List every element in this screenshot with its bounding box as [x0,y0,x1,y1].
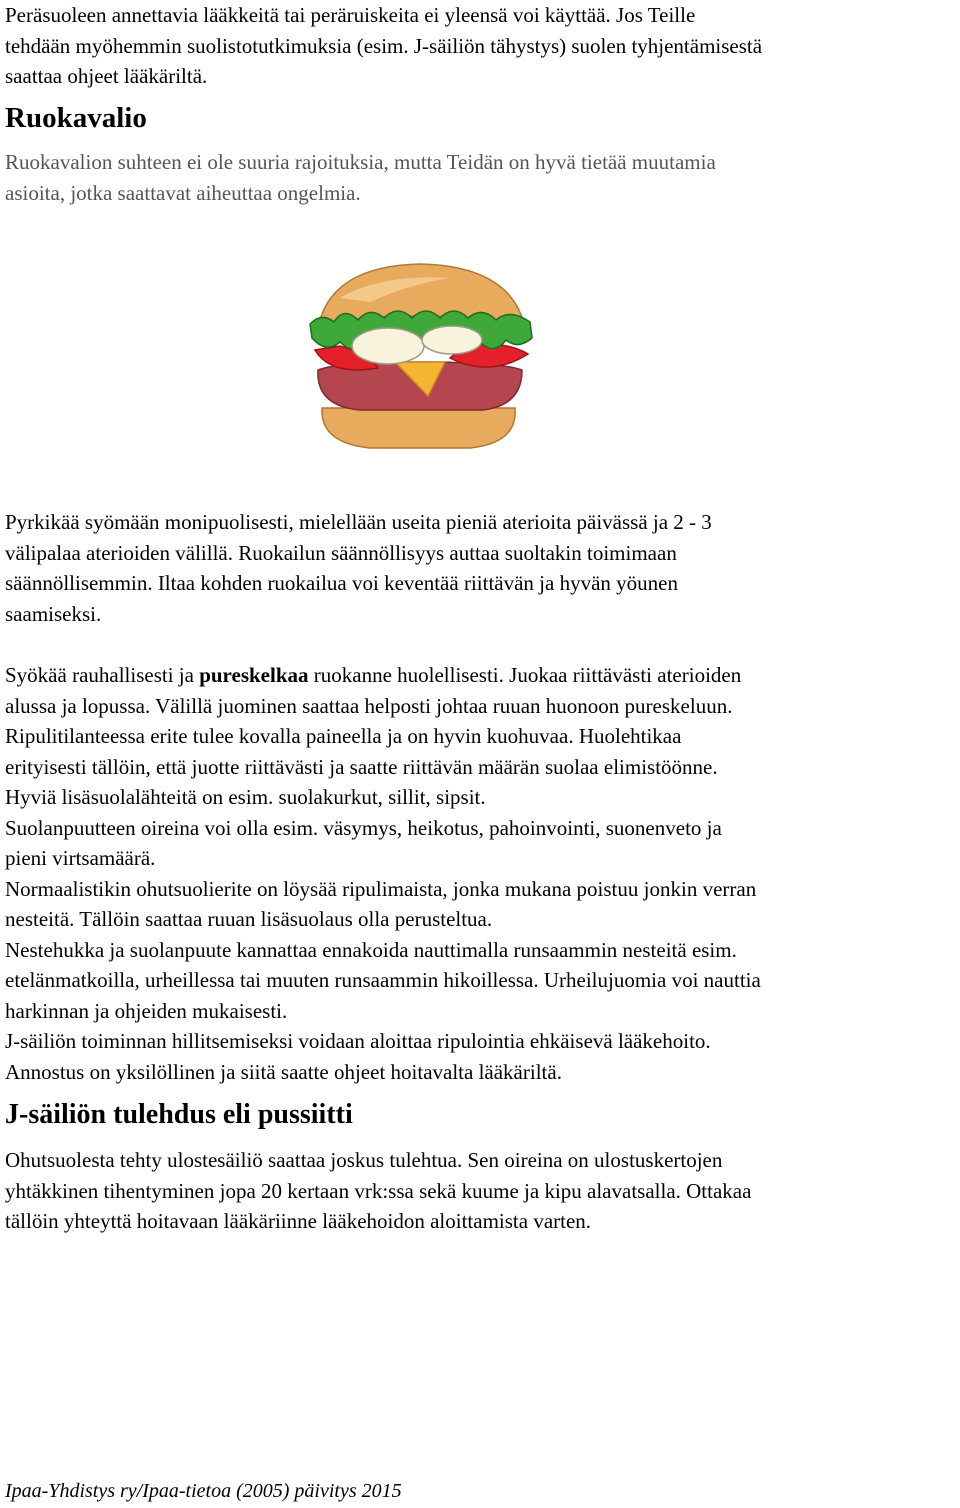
ruokavalio-section [5,101,955,135]
meals-section [5,507,955,629]
meals-line: Pyrkikää syömään monipuolisesti, mielellään useita pieniä aterioita päivässä ja 2 - 3 [5,510,712,534]
eating-line: erityisesti tällöin, että juotte riittävästi ja saatte riittävän määrän suolaa elimistöönne. [5,754,718,779]
intro-line: tehdään myöhemmin suolistotutkimuksia (esim. J-säiliön tähystys) suolen tyhjentämisestä [5,33,763,58]
page-footer: Ipaa-Yhdistys ry/Ipaa-tietoa (2005) päivitys 2015 [5,1480,402,1502]
meals-line: säännöllisemmin. Iltaa kohden ruokailua voi keventää riittävän ja hyvän yöunen [5,571,678,595]
intro-section [5,0,955,92]
ruokavalio-body [5,147,955,208]
eating-line [5,660,955,691]
eating-line: Nestehukka ja suolanpuute kannattaa ennakoida nauttimalla runsaammin nesteitä esim. [5,937,737,962]
eating-line1-bold: pureskelkaa [199,663,309,687]
eating-line: Suolanpuutteen oireina voi olla esim. väsymys, heikotus, pahoinvointi, suonenveto ja [5,815,722,840]
pussiitti-body [5,1145,955,1237]
eating-line1-pre: Syökää rauhallisesti ja [5,663,200,687]
eating-line: harkinnan ja ohjeiden mukaisesti. [5,998,288,1023]
eating-line: Ripulitilanteessa erite tulee kovalla paineella ja on hyvin kuohuvaa. Huolehtikaa [5,724,682,748]
ruokavalio-line: Ruokavalion suhteen ei ole suuria rajoituksia, mutta Teidän on hyvä tietää muutamia [5,150,716,174]
meals-line: saamiseksi. [5,601,102,626]
pussiitti-line: Ohutsuolesta tehty ulostesäiliö saattaa joskus tulehtua. Sen oireina on ulostuskertojen [5,1148,723,1172]
eating-line: alussa ja lopussa. Välillä juominen saattaa helposti johtaa ruuan huonoon pureskeluun. [5,693,733,718]
meals-line: välipalaa aterioiden välillä. Ruokailun säännöllisyys auttaa suoltakin toimimaan [5,540,677,565]
intro-paragraph [5,0,955,92]
eating-line1-post: ruokanne huolellisesti. Juokaa riittävästi aterioiden [308,663,742,687]
eating-section [5,660,955,1087]
pussiitti-paragraph [5,1145,955,1237]
eating-line: pieni virtsamäärä. [5,846,156,870]
pussiitti-line: tällöin yhteyttä hoitavaan lääkäriinne lääkehoidon aloittamista varten. [5,1209,592,1233]
ruokavalio-line: asioita, jotka saattavat aiheuttaa ongelmia. [5,180,361,205]
ruokavalio-paragraph [5,147,955,208]
pussiitti-section [5,1098,955,1132]
intro-line: saattaa ohjeet lääkäriltä. [5,64,208,88]
eating-line: Normaalistikin ohutsuolierite on löysää ripulimaista, jonka mukana poistuu jonkin verran [5,876,757,901]
eating-line: etelänmatkoilla, urheillessa tai muuten runsaammin hikoillessa. Urheilujuomia voi nauttia [5,968,761,992]
eating-line: Hyviä lisäsuolalähteitä on esim. suolakurkut, sillit, sipsit. [5,785,486,809]
eating-line: J-säiliön toiminnan hillitsemiseksi voidaan aloittaa ripulointia ehkäisevä lääkehoito. [5,1029,711,1053]
pussiitti-line: yhtäkkinen tihentyminen jopa 20 kertaan vrk:ssa sekä kuume ja kipu alavatsalla. Ottakaa [5,1178,752,1203]
hamburger-illustration [300,258,540,458]
pussiitti-heading: J-säiliön tulehdus eli pussiitti [5,1099,353,1130]
eating-line: nesteitä. Tällöin saattaa ruuan lisäsuolaus olla perusteltua. [5,907,493,931]
meals-paragraph [5,507,955,629]
eating-paragraph [5,660,955,1087]
intro-line: Peräsuoleen annettavia lääkkeitä tai peräruiskeita ei yleensä voi käyttää. Jos Teille [5,3,696,27]
hamburger-icon [300,258,540,458]
eating-line: Annostus on yksilöllinen ja siitä saatte ohjeet hoitavalta lääkäriltä. [5,1059,562,1084]
ruokavalio-heading: Ruokavalio [5,102,147,134]
